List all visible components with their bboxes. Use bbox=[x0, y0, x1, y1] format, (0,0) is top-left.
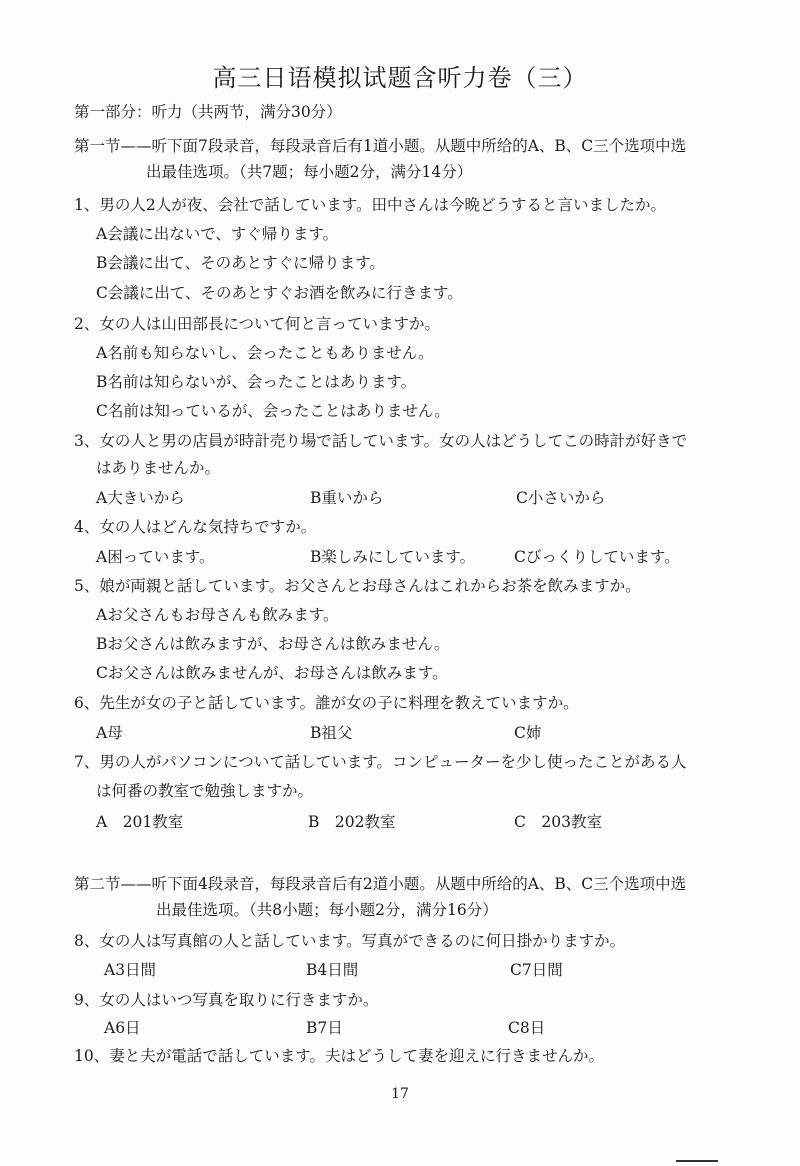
question-7-line2: は何番の教室で勉強しますか。 bbox=[96, 782, 314, 800]
part1-heading: 第一部分：听力（共两节，满分30分） bbox=[74, 103, 342, 121]
section1-instructions-line2: 出最佳选项。（共7题；每小题2分，满分14分） bbox=[146, 163, 473, 181]
question-8-option-b: B4日間 bbox=[306, 961, 359, 979]
section1-instructions-line1: 第一节——听下面7段录音，每段录音后有1道小题。从题中所给的A、B、C三个选项中选 bbox=[74, 137, 687, 155]
question-4: 4、女の人はどんな気持ちですか。 bbox=[74, 518, 317, 536]
question-6: 6、先生が女の子と話しています。誰が女の子に料理を教えていますか。 bbox=[74, 694, 579, 712]
section2-instructions-line2: 出最佳选项。（共8小题；每小题2分，满分16分） bbox=[156, 901, 498, 919]
question-7-line1: 7、男の人がパソコンについて話しています。コンピューターを少し使ったことがある人 bbox=[74, 753, 687, 771]
question-9-option-b: B7日 bbox=[306, 1019, 343, 1037]
question-9-options bbox=[104, 1016, 784, 1038]
question-5-option-c: Cお父さんは飲みませんが、お母さんは飲みます。 bbox=[96, 664, 448, 682]
question-4-option-b: B楽しみにしています。 bbox=[310, 548, 476, 566]
question-9: 9、女の人はいつ写真を取りに行きますか。 bbox=[74, 991, 379, 1009]
question-3-option-a: A大きいから bbox=[96, 489, 185, 507]
question-4-option-a: A困っています。 bbox=[96, 548, 215, 566]
section2-instructions-line1: 第二节——听下面4段录音，每段录音后有2道小题。从题中所给的A、B、C三个选项中选 bbox=[74, 875, 687, 893]
question-8: 8、女の人は写真館の人と話しています。写真ができるのに何日掛かりますか。 bbox=[74, 932, 626, 950]
question-6-option-a: A母 bbox=[96, 724, 123, 742]
question-7-option-b: B 202教室 bbox=[308, 813, 396, 831]
question-1-option-b: B会議に出て、そのあとすぐに帰ります。 bbox=[96, 254, 385, 272]
question-2-option-a: A名前も知らないし、会ったこともありません。 bbox=[96, 344, 434, 362]
question-10: 10、妻と夫が電話で話しています。夫はどうして妻を迎えに行きませんか。 bbox=[74, 1047, 604, 1065]
question-3-options bbox=[96, 486, 776, 508]
question-1-option-a: A会議に出ないで、すぐ帰ります。 bbox=[96, 225, 339, 243]
page-number: 17 bbox=[391, 1086, 409, 1102]
question-5-option-a: Aお父さんもお母さんも飲みます。 bbox=[96, 606, 339, 624]
question-7-option-a: A 201教室 bbox=[96, 813, 184, 831]
question-3-line2: はありませんか。 bbox=[96, 459, 221, 477]
question-4-options bbox=[96, 545, 776, 567]
question-1-option-c: C会議に出て、そのあとすぐお酒を飲みに行きます。 bbox=[96, 284, 463, 302]
question-2-option-b: B名前は知らないが、会ったことはあります。 bbox=[96, 373, 417, 391]
question-6-options bbox=[96, 721, 776, 743]
page-title: 高三日语模拟试题含听力卷（三） bbox=[212, 64, 588, 92]
question-7-options bbox=[96, 810, 776, 832]
question-5: 5、娘が両親と話しています。お父さんとお母さんはこれからお茶を飲みますか。 bbox=[74, 577, 641, 595]
question-3-option-b: B重いから bbox=[310, 489, 384, 507]
question-2: 2、女の人は山田部長について何と言っていますか。 bbox=[74, 315, 441, 333]
question-5-option-b: Bお父さんは飲みますが、お母さんは飲みません。 bbox=[96, 635, 450, 653]
question-3-option-c: C小さいから bbox=[516, 489, 606, 507]
question-6-option-b: B祖父 bbox=[310, 724, 353, 742]
question-9-option-c: C8日 bbox=[508, 1019, 546, 1037]
question-6-option-c: C姉 bbox=[514, 724, 542, 742]
question-8-options bbox=[104, 958, 784, 980]
question-8-option-c: C7日間 bbox=[510, 961, 563, 979]
question-7-option-c: C 203教室 bbox=[514, 813, 602, 831]
question-4-option-c: Cびっくりしています。 bbox=[514, 548, 680, 566]
question-1: 1、男の人2人が夜、会社で話しています。田中さんは今晩どうすると言いましたか。 bbox=[74, 196, 666, 214]
question-8-option-a: A3日間 bbox=[104, 961, 157, 979]
question-2-option-c: C名前は知っているが、会ったことはありません。 bbox=[96, 402, 450, 420]
question-3-line1: 3、女の人と男の店員が時計売り場で話しています。女の人はどうしてこの時計が好きで bbox=[74, 432, 688, 450]
question-9-option-a: A6日 bbox=[104, 1019, 141, 1037]
scan-artifact-line bbox=[676, 1160, 718, 1162]
